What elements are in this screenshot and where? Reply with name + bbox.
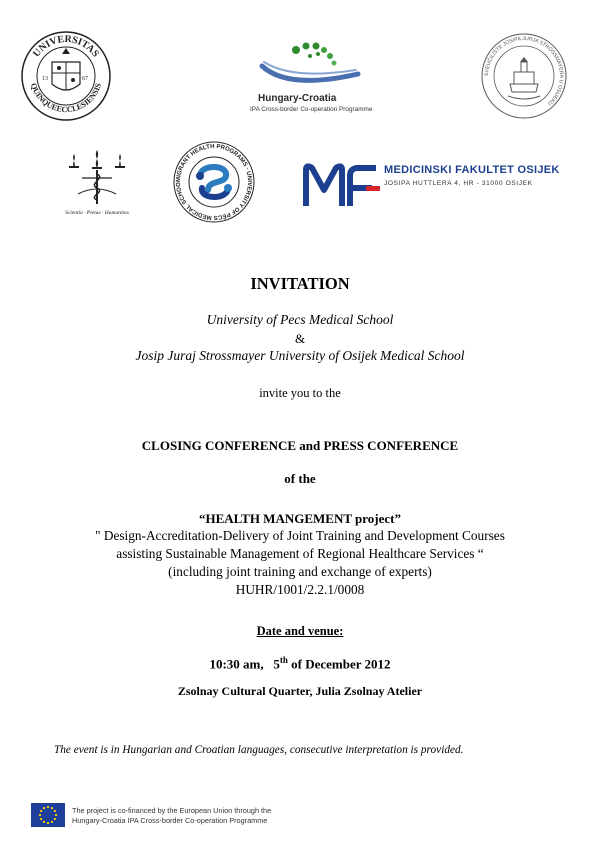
- pecs-university-seal: [20, 30, 112, 122]
- faculty-crest: [62, 148, 132, 222]
- osijek-seal-text: SVEUČILIŠTE JOSIPA JURJA STROSSMAYERA U OSIJEKU: [483, 36, 565, 107]
- project-desc-3: (including joint training and exchange of experts): [168, 564, 432, 579]
- language-note: The event is in Hungarian and Croatian languages, consecutive interpretation is provided.: [54, 744, 464, 756]
- svg-text:SVEUČILIŠTE JOSIPA JURJA STROS: [484, 36, 564, 106]
- migrant-health-icon: [172, 140, 256, 224]
- eu-flag: [31, 803, 65, 827]
- project-desc-1: " Design-Accreditation-Delivery of Joint Training and Development Courses: [95, 528, 505, 543]
- mf-osijek-logo: [302, 162, 562, 218]
- event-datetime: [0, 655, 600, 672]
- seal-year-left: 13: [42, 76, 48, 82]
- hu-hr-name: Hungary-Croatia: [258, 93, 337, 104]
- date-venue-label: Date and venue:: [256, 624, 344, 638]
- hu-hr-emblem-icon: [258, 40, 368, 90]
- event-day: 5: [273, 656, 280, 672]
- osijek-university-seal: [480, 32, 568, 120]
- project-code: HUHR/1001/2.2.1/0008: [235, 582, 365, 597]
- page-title: INVITATION: [250, 274, 350, 293]
- event-month-year: of December 2012: [291, 656, 391, 672]
- of-the: of the: [284, 471, 316, 486]
- footer-line-2: Hungary-Croatia IPA Cross-border Co-operation Programme: [72, 816, 268, 825]
- seal-icon: [480, 32, 568, 120]
- mf-red-accent-icon: [366, 182, 380, 196]
- conference-title: CLOSING CONFERENCE and PRESS CONFERENCE: [141, 438, 459, 453]
- seal-year-right: 67: [82, 76, 88, 82]
- hungary-croatia-logo: [250, 40, 380, 120]
- crest-icon: [62, 148, 132, 222]
- ampersand: &: [294, 331, 306, 346]
- seal-bottom-text: QUINQUEECCLESIENSIS: [28, 81, 104, 115]
- event-day-suffix: th: [279, 655, 288, 665]
- host-2: Josip Juraj Strossmayer University of Osijek Medical School: [135, 348, 465, 363]
- seal-icon: [20, 30, 112, 122]
- date-venue-heading: [0, 622, 600, 640]
- mf-title: MEDICINSKI FAKULTET OSIJEK: [384, 164, 560, 176]
- footer-line-1: The project is co-financed by the European Union through the: [72, 806, 272, 815]
- eu-flag-icon: [31, 803, 65, 827]
- project-name: “HEALTH MANGEMENT project”: [199, 511, 401, 526]
- mf-address: JOSIPA HUTTLERA 4, HR - 31000 OSIJEK: [384, 180, 533, 187]
- seal-top-text: UNIVERSITAS: [31, 33, 102, 60]
- crest-motto: Scientia · Pietas · Humanitas: [65, 210, 129, 216]
- project-desc-2: assisting Sustainable Management of Regional Healthcare Services “: [116, 546, 484, 561]
- host-1: University of Pecs Medical School: [206, 312, 394, 327]
- footer-text: [72, 806, 271, 826]
- invite-line: invite you to the: [259, 386, 341, 400]
- migrant-ring-text: MIGRANT HEALTH PROGRAMS · UNIVERSITY OF PÉCS MEDICAL SCHOO: [175, 143, 253, 221]
- migrant-health-logo: [172, 140, 256, 224]
- event-time: 10:30 am,: [209, 656, 264, 672]
- hu-hr-sub: IPA Cross-border Co-operation Programme: [250, 106, 373, 113]
- event-venue: Zsolnay Cultural Quarter, Julia Zsolnay Atelier: [177, 684, 423, 698]
